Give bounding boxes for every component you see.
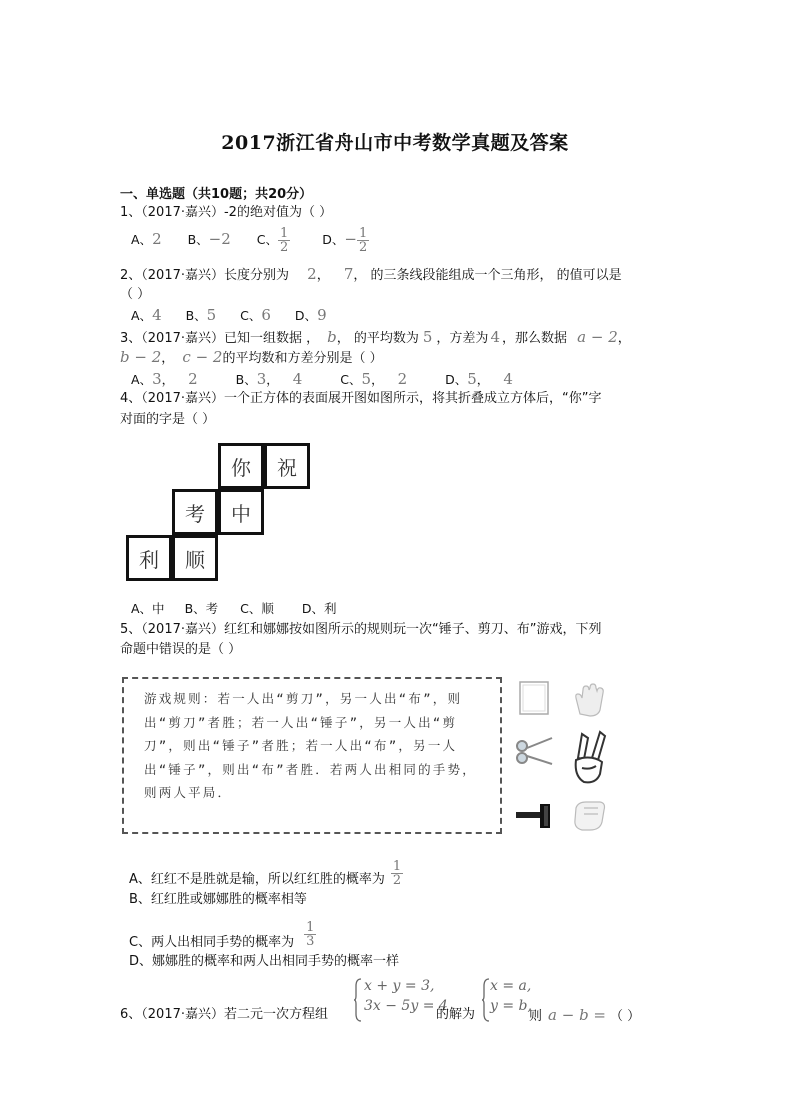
open-hand-icon (576, 684, 604, 716)
equation-system: x + y = 3, 3x − 5y = 4 (354, 976, 448, 1016)
question-5-line-1: 5、（2017·嘉兴）红红和娜娜按如图所示的规则玩一次“锤子、剪刀、布”游戏，下列 (120, 622, 602, 637)
question-1-text: 1、（2017·嘉兴）-2的绝对值为（ ） (120, 205, 333, 220)
question-3-line-2: b − 2， c − 2的平均数和方差分别是（ ） (120, 348, 383, 366)
question-4-line-1: 4、（2017·嘉兴）一个正方体的表面展开图如图所示，将其折叠成立方体后，“你”字 (120, 391, 602, 406)
hammer-icon (516, 804, 550, 828)
left-brace-icon-2 (482, 978, 490, 1022)
section-heading: 一、单选题（共10题；共20分） (120, 187, 313, 202)
solution-system: x = a, y = b, (482, 976, 532, 1016)
question-5-option-d: D、娜娜胜的概率和两人出相同手势的概率一样 (129, 954, 400, 969)
question-2-paren: （ ） (120, 287, 151, 302)
question-3-options: A、3， 2 B、3， 4 C、5， 2 D、5， 4 (131, 370, 513, 388)
question-2-text: 2、（2017·嘉兴）长度分别为 2， 7， 的三条线段能组成一个三角形， 的值可以是 (120, 265, 622, 283)
option-c-fraction: $\frac{1}{2}$ (279, 226, 289, 255)
option-b-value: −2 (208, 230, 231, 248)
value-two: 2 (307, 265, 317, 283)
victory-hand-icon (576, 732, 605, 782)
question-6-text-c: 则 a − b = （ ） (529, 1006, 641, 1024)
option-a-value: 2 (152, 230, 162, 248)
gesture-icons (512, 676, 612, 836)
left-brace-icon (354, 978, 362, 1022)
net-cell-kao: 考 (172, 489, 218, 535)
option-b-label: B、 (187, 232, 209, 247)
question-5-option-b: B、红红胜或娜娜胜的概率相等 (129, 892, 307, 907)
net-cell-ni: 你 (218, 443, 264, 489)
scissors-icon (517, 738, 552, 764)
fist-icon (575, 802, 605, 830)
option-c-label: C、 (256, 232, 278, 247)
question-5-option-c: C、两人出相同手势的概率为 $\frac{1}{3}$ (129, 920, 315, 950)
option-d-label: D、 (322, 232, 345, 247)
page-title: 2017浙江省舟山市中考数学真题及答案 (221, 132, 569, 154)
net-cell-zhu: 祝 (264, 443, 310, 489)
net-cell-zhong: 中 (218, 489, 264, 535)
option-d-sign: − (344, 230, 357, 248)
paper-icon (520, 682, 548, 714)
game-rules-box: 游戏规则：若一人出“剪刀”，另一人出“布”，则出“剪刀”者胜；若一人出“锤子”，另一人出“剪刀”，则出“锤子”者胜；若一人出“布”，另一人出“锤子”，则出“布”者胜．若两人出相同的手势，则两人平局． (122, 677, 502, 834)
value-seven: 7 (343, 265, 354, 283)
question-4-line-2: 对面的字是（ ） (120, 412, 216, 427)
question-1-options (131, 227, 369, 254)
question-4-options: A、中 B、考 C、顺 D、利 (131, 601, 337, 616)
option-a-label: A、 (131, 232, 153, 247)
question-6-text: 6、（2017·嘉兴）若二元一次方程组 (120, 1007, 328, 1022)
question-3-line-1: 3、（2017·嘉兴）已知一组数据 ， b， 的平均数为 5 ，方差为 4 ，那么数据 a − 2， (120, 328, 631, 346)
option-d-fraction: $\frac{1}{2}$ (358, 226, 368, 255)
net-cell-li: 利 (126, 535, 172, 581)
question-5-line-2: 命题中错误的是（ ） (120, 642, 242, 657)
question-5-option-a: A、红红不是胜就是输，所以红红胜的概率为 $\frac{1}{2}$ (129, 859, 402, 888)
net-cell-shun: 顺 (172, 535, 218, 581)
question-2-options: A、4 B、5 C、6 D、9 (131, 306, 327, 324)
question-6-text-b: 的解为 (436, 1007, 476, 1022)
